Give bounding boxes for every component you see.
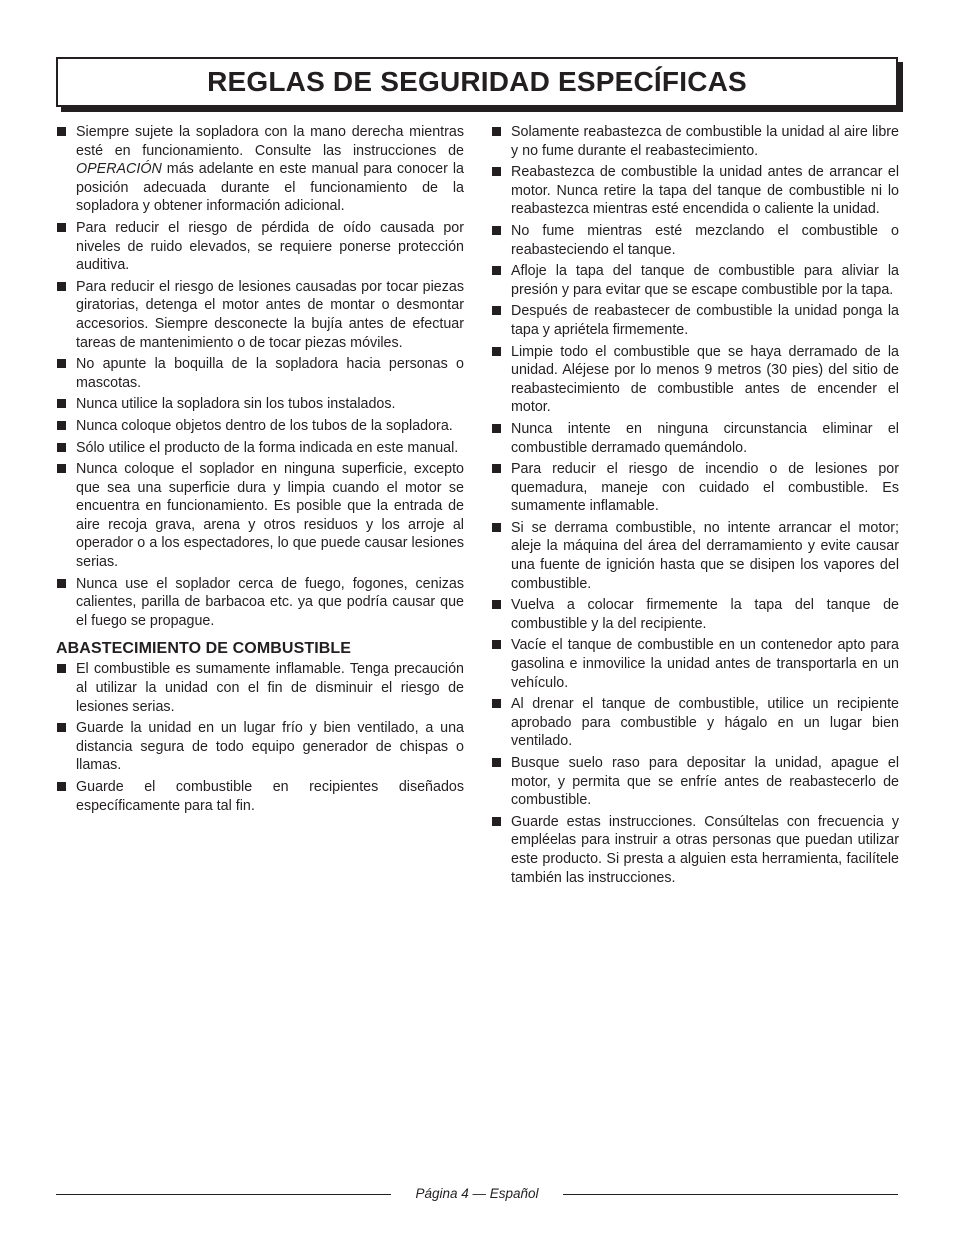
footer-rule-right [563, 1194, 898, 1195]
item-text: El combustible es sumamente inflamable. Tenga precaución al utilizar la unidad con el fin de disminuir el riesgo de lesiones serias. [76, 661, 464, 715]
fuel-rules-list-continued [491, 123, 899, 887]
item-text: Sólo utilice el producto de la forma indicada en este manual. [76, 439, 459, 456]
bullet-square-icon [57, 723, 66, 732]
bullet-square-icon [492, 167, 501, 176]
footer-rule-left [56, 1194, 391, 1195]
item-text: No apunte la boquilla de la sopladora hacia personas o mascotas. [76, 356, 464, 391]
bullet-square-icon [57, 399, 66, 408]
list-item [56, 660, 464, 716]
list-item [491, 519, 899, 593]
page-title: REGLAS DE SEGURIDAD ESPECÍFICAS [207, 66, 747, 97]
item-text: Afloje la tapa del tanque de combustible para aliviar la presión y para evitar que se escape combustible por la tapa. [511, 263, 899, 298]
item-text: Busque suelo raso para depositar la unidad, apague el motor, y permita que se enfríe antes de reabastecerlo de combustible. [511, 755, 899, 809]
bullet-square-icon [57, 782, 66, 791]
list-item [56, 778, 464, 815]
item-text: Vacíe el tanque de combustible en un contenedor apto para gasolina e inmovilice la unidad antes de transportarla en un vehículo. [511, 637, 899, 691]
bullet-square-icon [492, 640, 501, 649]
list-item [56, 439, 464, 458]
item-text: Al drenar el tanque de combustible, utilice un recipiente aprobado para combustible y hágalo en un lugar bien ventilado. [511, 696, 899, 750]
bullet-square-icon [57, 464, 66, 473]
item-text: Limpie todo el combustible que se haya derramado de la unidad. Aléjese por lo menos 9 metros (30 pies) del sitio de reabastecimiento de combustible antes de encender el motor. [511, 343, 899, 416]
list-item [56, 123, 464, 216]
bullet-square-icon [57, 127, 66, 136]
left-column [56, 123, 464, 818]
item-text: Nunca coloque el soplador en ninguna superficie, excepto que sea una superficie dura y limpia cuando el motor se encuentra en funcionamiento. Es posible que la entrada de aire recoja grava, arena y otros residuos y los arroje al operador o a los espectadores, lo que puede causar lesiones serias. [76, 461, 464, 571]
item-text: Nunca coloque objetos dentro de los tubos de la sopladora. [76, 417, 453, 434]
list-item [56, 395, 464, 414]
bullet-square-icon [492, 464, 501, 473]
list-item [491, 343, 899, 417]
bullet-square-icon [57, 223, 66, 232]
list-item [56, 278, 464, 352]
item-text: Guarde la unidad en un lugar frío y bien ventilado, a una distancia segura de todo equipo generador de chispas o llamas. [76, 720, 464, 774]
right-column [491, 123, 899, 890]
list-item [491, 123, 899, 160]
item-text: Guarde el combustible en recipientes diseñados específicamente para tal fin. [76, 779, 464, 814]
bullet-square-icon [57, 421, 66, 430]
list-item [491, 636, 899, 692]
safety-rules-list [56, 123, 464, 630]
bullet-square-icon [57, 664, 66, 673]
title-box [56, 57, 898, 107]
page-number-label: Página 4 — Español [415, 1186, 539, 1201]
list-item [491, 695, 899, 751]
fuel-rules-list [56, 660, 464, 815]
list-item [491, 460, 899, 516]
list-item [56, 355, 464, 392]
list-item [56, 719, 464, 775]
bullet-square-icon [492, 817, 501, 826]
bullet-square-icon [57, 282, 66, 291]
list-item [491, 302, 899, 339]
bullet-square-icon [492, 127, 501, 136]
item-text: Siempre sujete la sopladora con la mano derecha mientras esté en funcionamiento. Consulte las instrucciones de [76, 124, 464, 159]
list-item [491, 813, 899, 887]
title-banner [56, 57, 898, 107]
bullet-square-icon [492, 306, 501, 315]
item-text: más adelante en este manual para conocer la posición adecuada durante el funcionamiento de la sopladora y obtener información adicional. [76, 161, 464, 215]
bullet-square-icon [492, 424, 501, 433]
list-item [56, 575, 464, 631]
item-text: Vuelva a colocar firmemente la tapa del tanque de combustible y la del recipiente. [511, 597, 899, 632]
item-text: Para reducir el riesgo de incendio o de lesiones por quemadura, maneje con cuidado el combustible. Es sumamente inflamable. [511, 461, 899, 515]
item-text: Solamente reabastezca de combustible la unidad al aire libre y no fume durante el reabastecimiento. [511, 124, 899, 159]
list-item [491, 222, 899, 259]
bullet-square-icon [492, 266, 501, 275]
list-item [491, 163, 899, 219]
operation-reference: OPERACIÓN [76, 161, 162, 178]
list-item [56, 460, 464, 572]
bullet-square-icon [492, 347, 501, 356]
bullet-square-icon [492, 699, 501, 708]
item-text: Para reducir el riesgo de pérdida de oído causada por niveles de ruido elevados, se requiere ponerse protección auditiva. [76, 219, 464, 274]
bullet-square-icon [57, 443, 66, 452]
item-text: Nunca use el soplador cerca de fuego, fogones, cenizas calientes, parilla de barbacoa etc. ya que podría causar que el fuego se propague. [76, 575, 464, 629]
item-text: No fume mientras esté mezclando el combustible o reabasteciendo el tanque. [511, 222, 899, 258]
item-text: Nunca utilice la sopladora sin los tubos instalados. [76, 396, 396, 413]
item-text: Después de reabastecer de combustible la unidad ponga la tapa y apriétela firmemente. [511, 303, 899, 338]
bullet-square-icon [492, 600, 501, 609]
list-item [56, 417, 464, 436]
item-text: Guarde estas instrucciones. Consúltelas con frecuencia y empléelas para instruir a otras personas que puedan utilizar este producto. Si presta a alguien esta herramienta, facilítele también las instrucciones. [511, 813, 899, 886]
item-text: Para reducir el riesgo de lesiones causadas por tocar piezas giratorias, detenga el motor antes de montar o desmontar accesorios. Siempre desconecte la bujía antes de efectuar tareas de mantenimiento o de tocar piezas móviles. [76, 278, 464, 351]
bullet-square-icon [492, 226, 501, 235]
bullet-square-icon [57, 359, 66, 368]
list-item [491, 596, 899, 633]
bullet-square-icon [492, 523, 501, 532]
fuel-section-heading: ABASTECIMIENTO DE COMBUSTIBLE [56, 640, 352, 658]
list-item [56, 219, 464, 275]
bullet-square-icon [57, 579, 66, 588]
bullet-square-icon [492, 758, 501, 767]
item-text: Nunca intente en ninguna circunstancia eliminar el combustible derramado quemándolo. [511, 420, 899, 456]
item-text: Si se derrama combustible, no intente arrancar el motor; aleje la máquina del área del derramamiento y evite causar una fuente de ignición hasta que se disipen los vapores del combustible. [511, 519, 899, 592]
list-item [491, 420, 899, 457]
item-text: Reabastezca de combustible la unidad antes de arrancar el motor. Nunca retire la tapa del tanque de combustible ni lo reabastezca mientras esté encendida o caliente la unidad. [511, 164, 899, 218]
list-item [491, 262, 899, 299]
list-item [491, 754, 899, 810]
